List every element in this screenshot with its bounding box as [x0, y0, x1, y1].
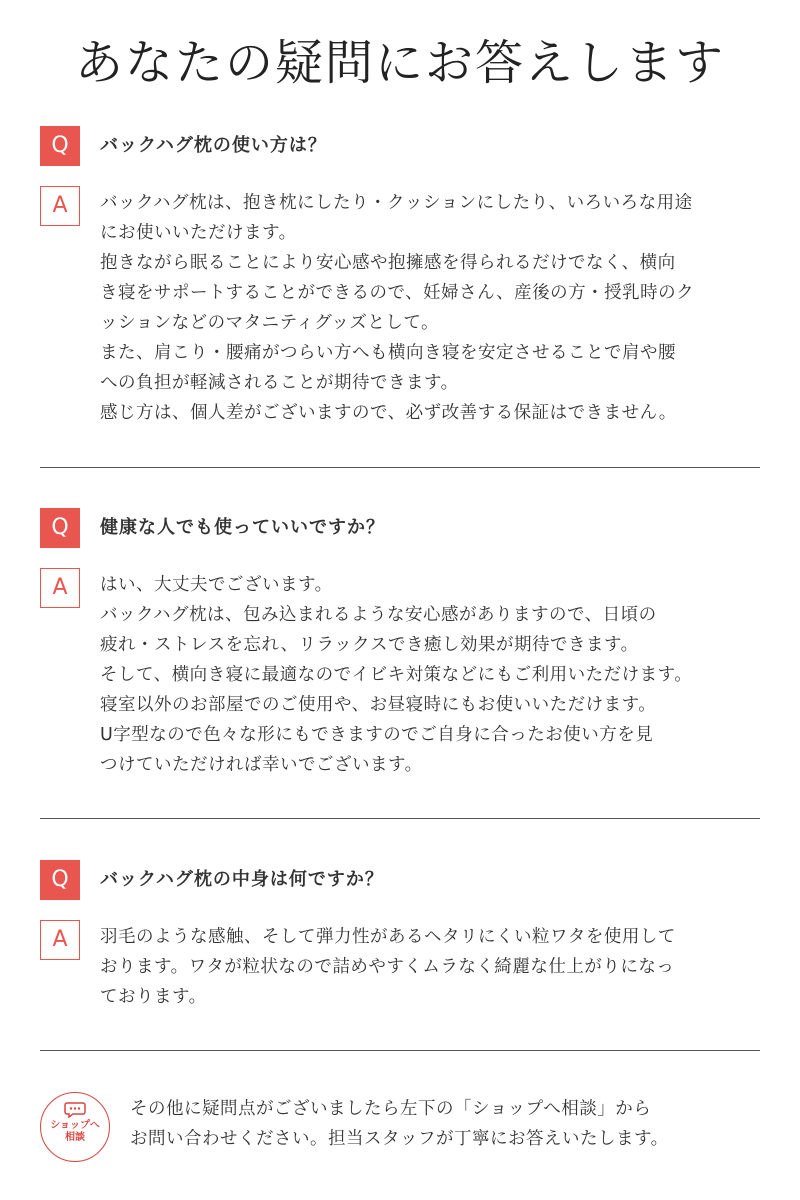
shop-consult-label: ショップへ	[50, 1120, 100, 1131]
answer-line: 寝室以外のお部屋でのご使用や、お昼寝時にもお使いいただけます。	[100, 695, 657, 715]
question-text: バックハグ枕の中身は何ですか？	[100, 869, 384, 890]
faq-2-question	[40, 508, 760, 548]
shop-consult-label-sub: 相談	[65, 1132, 85, 1143]
footer-line: お問い合わせください。担当スタッフが丁寧にお答えいたします。	[130, 1129, 669, 1149]
footer-text	[130, 1094, 760, 1154]
answer-line: はい、大丈夫でございます。	[100, 575, 333, 595]
answer-line: への負担が軽減されることが期待できます。	[100, 373, 459, 393]
a-badge: A	[40, 186, 80, 226]
answer-line: U字型なので色々な形にもできますのでご自身に合ったお使い方を見	[100, 725, 654, 745]
shop-consult-button[interactable]	[40, 1092, 110, 1162]
q-badge: Q	[40, 860, 80, 900]
footer-contact	[40, 1088, 760, 1168]
answer-line: き寝をサポートすることができるので、妊婦さん、産後の方・授乳時のク	[100, 283, 695, 303]
answer-line: にお使いいただけます。	[100, 223, 297, 243]
question-text: 健康な人でも使っていいですか？	[100, 517, 385, 538]
answer-text	[100, 188, 760, 428]
answer-line: おります。ワタが粒状なので詰めやすくムラなく綺麗な仕上がりになっ	[100, 957, 675, 977]
answer-line: 疲れ・ストレスを忘れ、リラックスでき癒し効果が期待できます。	[100, 635, 639, 655]
section-divider	[40, 818, 760, 819]
answer-line: つけていただければ幸いでございます。	[100, 755, 423, 775]
section-divider	[40, 1050, 760, 1051]
a-badge: A	[40, 568, 80, 608]
answer-line: 羽毛のような感触、そして弾力性があるヘタリにくい粒ワタを使用して	[100, 927, 676, 947]
answer-line: ッションなどのマタニティグッズとして。	[100, 313, 440, 333]
page-title: あなたの疑問にお答えします	[74, 35, 725, 91]
answer-line: また、肩こり・腰痛がつらい方へも横向き寝を安定させることで肩や腰	[100, 343, 676, 363]
faq-1-question	[40, 126, 760, 166]
answer-line: 感じ方は、個人差がございますので、必ず改善する保証はできません。	[100, 403, 677, 423]
faq-3-question	[40, 860, 760, 900]
question-text: バックハグ枕の使い方は？	[100, 135, 327, 156]
footer-line: その他に疑問点がございましたら左下の「ショップへ相談」から	[130, 1099, 652, 1119]
answer-line: 抱きながら眠ることにより安心感や抱擁感を得られるだけでなく、横向	[100, 253, 676, 273]
answer-line: ております。	[100, 987, 207, 1007]
answer-line: バックハグ枕は、抱き枕にしたり・クッションにしたり、いろいろな用途	[100, 193, 693, 213]
chat-bubble-icon	[64, 1102, 86, 1118]
answer-line: そして、横向き寝に最適なのでイビキ対策などにもご利用いただけます。	[100, 665, 693, 685]
q-badge: Q	[40, 508, 80, 548]
answer-text	[100, 922, 760, 1012]
section-divider	[40, 467, 760, 468]
q-badge: Q	[40, 126, 80, 166]
answer-text	[100, 570, 760, 780]
a-badge: A	[40, 920, 80, 960]
answer-line: バックハグ枕は、包み込まれるような安心感がありますので、日頃の	[100, 605, 657, 625]
